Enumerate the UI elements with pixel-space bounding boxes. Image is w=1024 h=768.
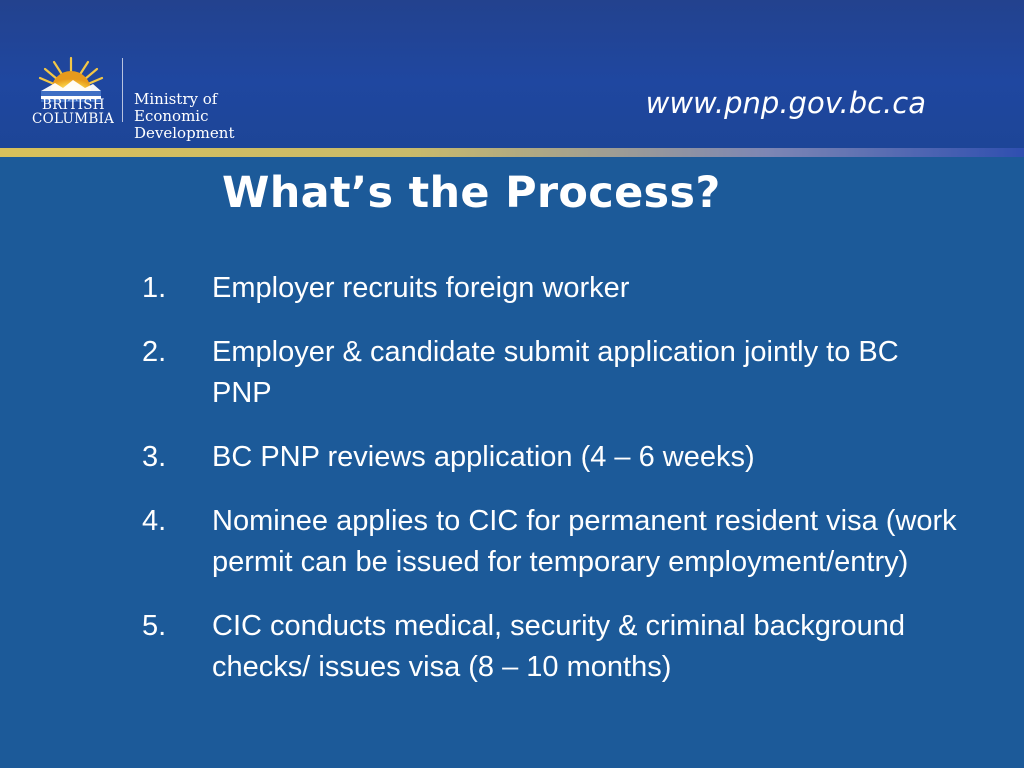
step-number: 5. <box>142 610 167 642</box>
logo-text-columbia: COLUMBIA <box>32 111 115 127</box>
logo-divider <box>122 58 123 122</box>
ministry-line-2: Economic Development <box>134 107 235 142</box>
process-steps-list <box>142 268 962 711</box>
step-number: 1. <box>142 272 167 304</box>
header-divider-stripe <box>0 148 1024 157</box>
slide-title: What’s the Process? <box>222 168 721 218</box>
slide-header <box>0 0 1024 148</box>
step-text: Employer recruits foreign worker <box>212 272 630 304</box>
step-text: Nominee applies to CIC for permanent resident visa (work permit can be issued for temporary employment/entry) <box>212 505 957 578</box>
website-url: www.pnp.gov.bc.ca <box>645 86 926 120</box>
logo-text-british: BRITISH <box>42 97 105 113</box>
ministry-line-1: Ministry of <box>134 90 218 108</box>
process-step <box>142 437 962 478</box>
step-number: 3. <box>142 441 167 473</box>
bc-ministry-logo <box>30 52 310 142</box>
step-text: BC PNP reviews application (4 – 6 weeks) <box>212 441 755 473</box>
step-text: Employer & candidate submit application jointly to BC PNP <box>212 336 899 409</box>
process-step <box>142 606 962 688</box>
step-number: 4. <box>142 505 167 537</box>
step-number: 2. <box>142 336 167 368</box>
process-step <box>142 501 962 583</box>
process-step <box>142 332 962 414</box>
process-step <box>142 268 962 309</box>
step-text: CIC conducts medical, security & criminal background checks/ issues visa (8 – 10 months) <box>212 610 906 683</box>
